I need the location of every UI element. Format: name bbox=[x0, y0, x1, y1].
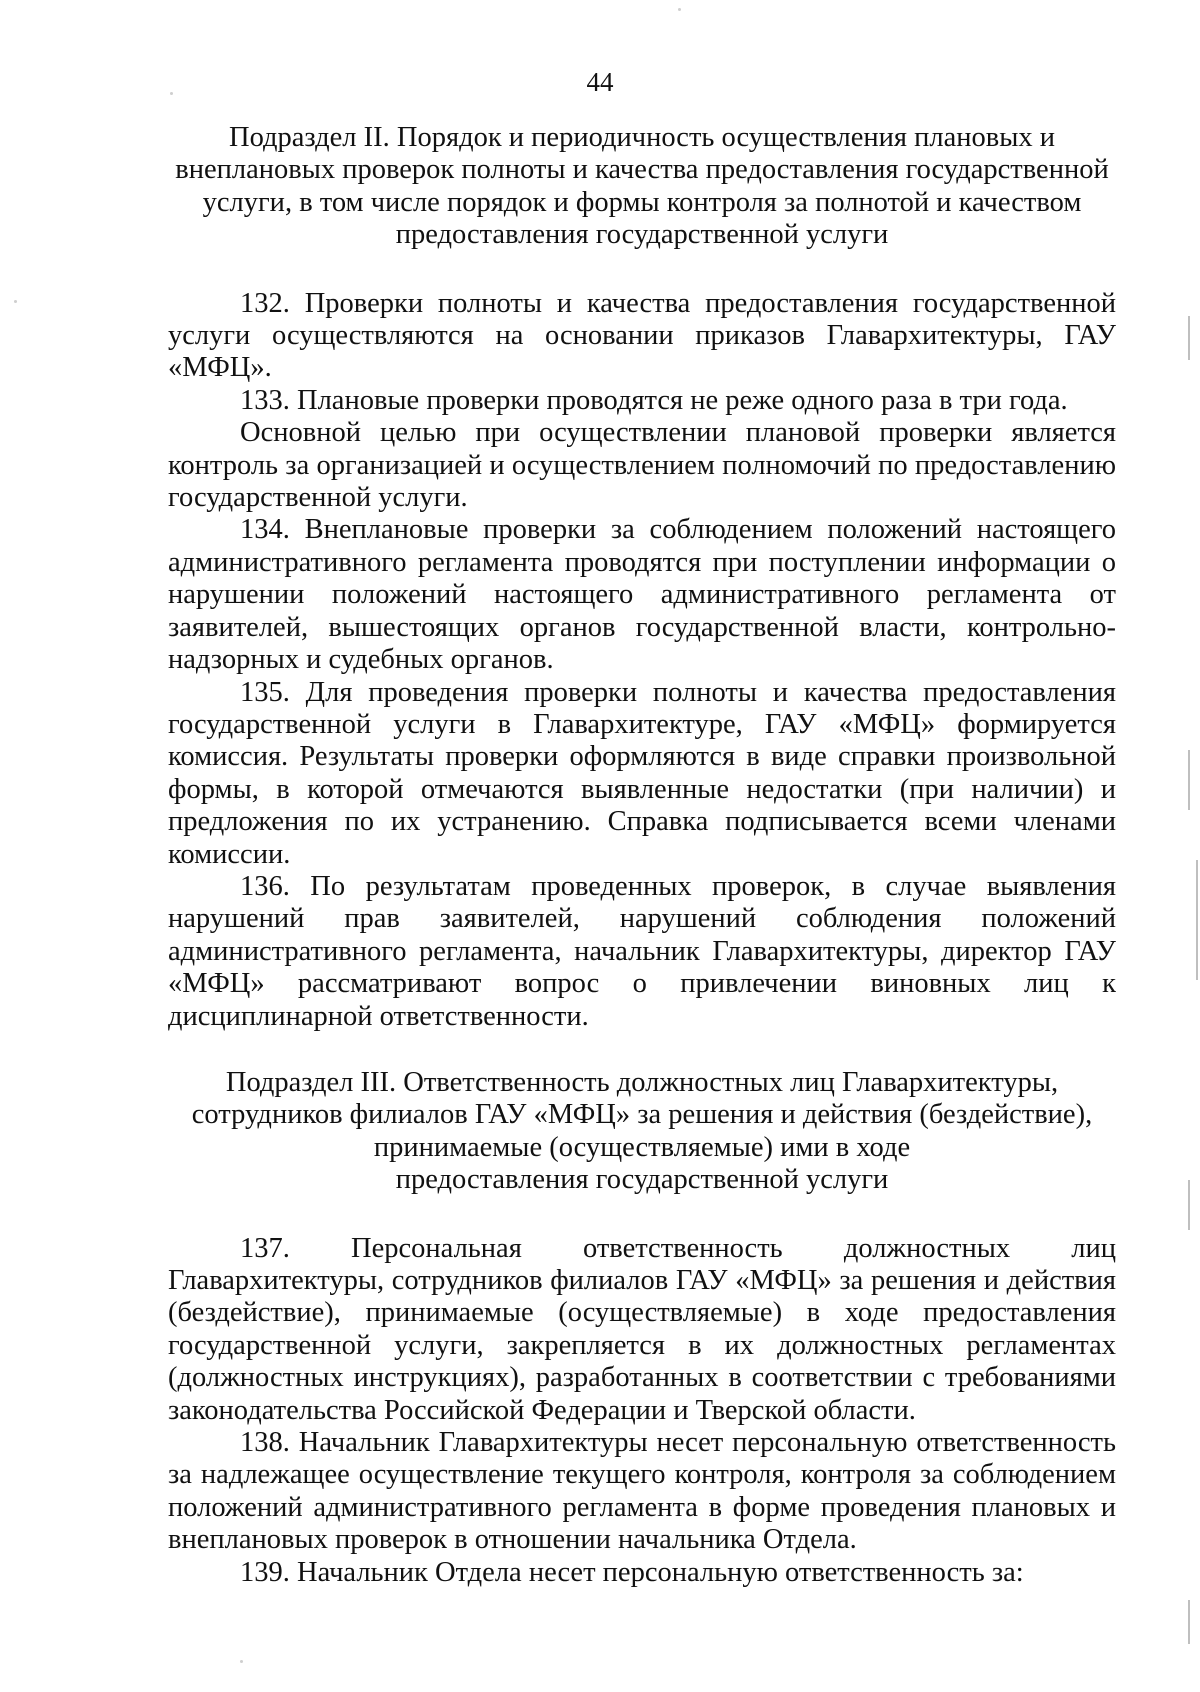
paragraph-136: 136. По результатам проведенных проверок, в случае выявления нарушений прав заявителей, нарушений соблюдения положений административного регламента, начальник Главархитектуры, директор ГАУ «МФЦ» рассматривают вопрос о привлечении виновных лиц к дисциплинарной ответственности. bbox=[168, 870, 1116, 1032]
paragraph-135: 135. Для проведения проверки полноты и качества предоставления государственной услуги в Главархитектуре, ГАУ «МФЦ» формируется комиссия. Результаты проверки оформляются в виде справки произвольной формы, в которой отмечаются выявленные недостатки (при наличии) и предложения по их устранению. Справка подписывается всеми членами комиссии. bbox=[168, 676, 1116, 870]
paragraph-138: 138. Начальник Главархитектуры несет персональную ответственность за надлежащее осуществление текущего контроля, контроля за соблюдением положений административного регламента в форме проведения плановых и внеплановых проверок в отношении начальника Отдела. bbox=[168, 1427, 1116, 1556]
heading-line: сотрудников филиалов ГАУ «МФЦ» за решения и действия (бездействие), bbox=[191, 1099, 1093, 1131]
scan-artifact bbox=[1188, 1180, 1190, 1230]
heading-line: Подраздел II. Порядок и периодичность осуществления плановых и bbox=[229, 122, 1055, 153]
scan-artifact bbox=[1188, 1600, 1190, 1644]
heading-line: Подраздел III. Ответственность должностных лиц Главархитектуры, bbox=[225, 1066, 1059, 1098]
paragraph-133: 133. Плановые проверки проводятся не реже одного раза в три года. bbox=[240, 384, 1068, 416]
paragraph-137: 137. Персональная ответственность должностных лиц Главархитектуры, сотрудников филиалов ГАУ «МФЦ» за решения и действия (бездействие), принимаемые (осуществляемые) в ходе предоставления государственной услуги, закрепляется в их должностных регламентах (должностных инструкциях), разработанных в соответствии с требованиями законодательства Российской Федерации и Тверской области. bbox=[168, 1232, 1116, 1426]
heading-line: предоставления государственной услуги bbox=[395, 1164, 889, 1196]
scan-artifact bbox=[1196, 860, 1198, 980]
document-body bbox=[168, 122, 1116, 1589]
paragraph-139: 139. Начальник Отдела несет персональную ответственность за: bbox=[240, 1556, 1024, 1588]
section-heading-subsection-3 bbox=[168, 1067, 1116, 1197]
heading-line: предоставления государственной услуги bbox=[395, 219, 889, 251]
scan-artifact bbox=[240, 1660, 243, 1663]
paragraph-132: 132. Проверки полноты и качества предоставления государственной услуги осуществляются на основании приказов Главархитектуры, ГАУ «МФЦ». bbox=[168, 287, 1116, 384]
section-heading-subsection-2 bbox=[168, 122, 1116, 252]
paragraph-133-goal: Основной целью при осуществлении плановой проверки является контроль за организацией и осуществлением полномочий по предоставлению государственной услуги. bbox=[168, 417, 1116, 514]
page-number: 44 bbox=[586, 67, 614, 97]
scan-artifact bbox=[1188, 750, 1190, 810]
scan-artifact bbox=[14, 300, 17, 303]
heading-line: услуги, в том числе порядок и формы контроля за полнотой и качеством bbox=[202, 186, 1082, 218]
paragraph-134: 134. Внеплановые проверки за соблюдением положений настоящего административного регламента проводятся при поступлении информации о нарушении положений настоящего административного регламента от заявителей, вышестоящих органов государственной власти, контрольно-надзорных и судебных органов. bbox=[168, 514, 1116, 676]
scan-artifact bbox=[170, 92, 173, 95]
heading-line: внеплановых проверок полноты и качества предоставления государственной bbox=[175, 154, 1109, 186]
scan-artifact bbox=[1188, 316, 1190, 360]
scan-artifact bbox=[678, 8, 681, 11]
heading-line: принимаемые (осуществляемые) ими в ходе bbox=[373, 1131, 911, 1163]
